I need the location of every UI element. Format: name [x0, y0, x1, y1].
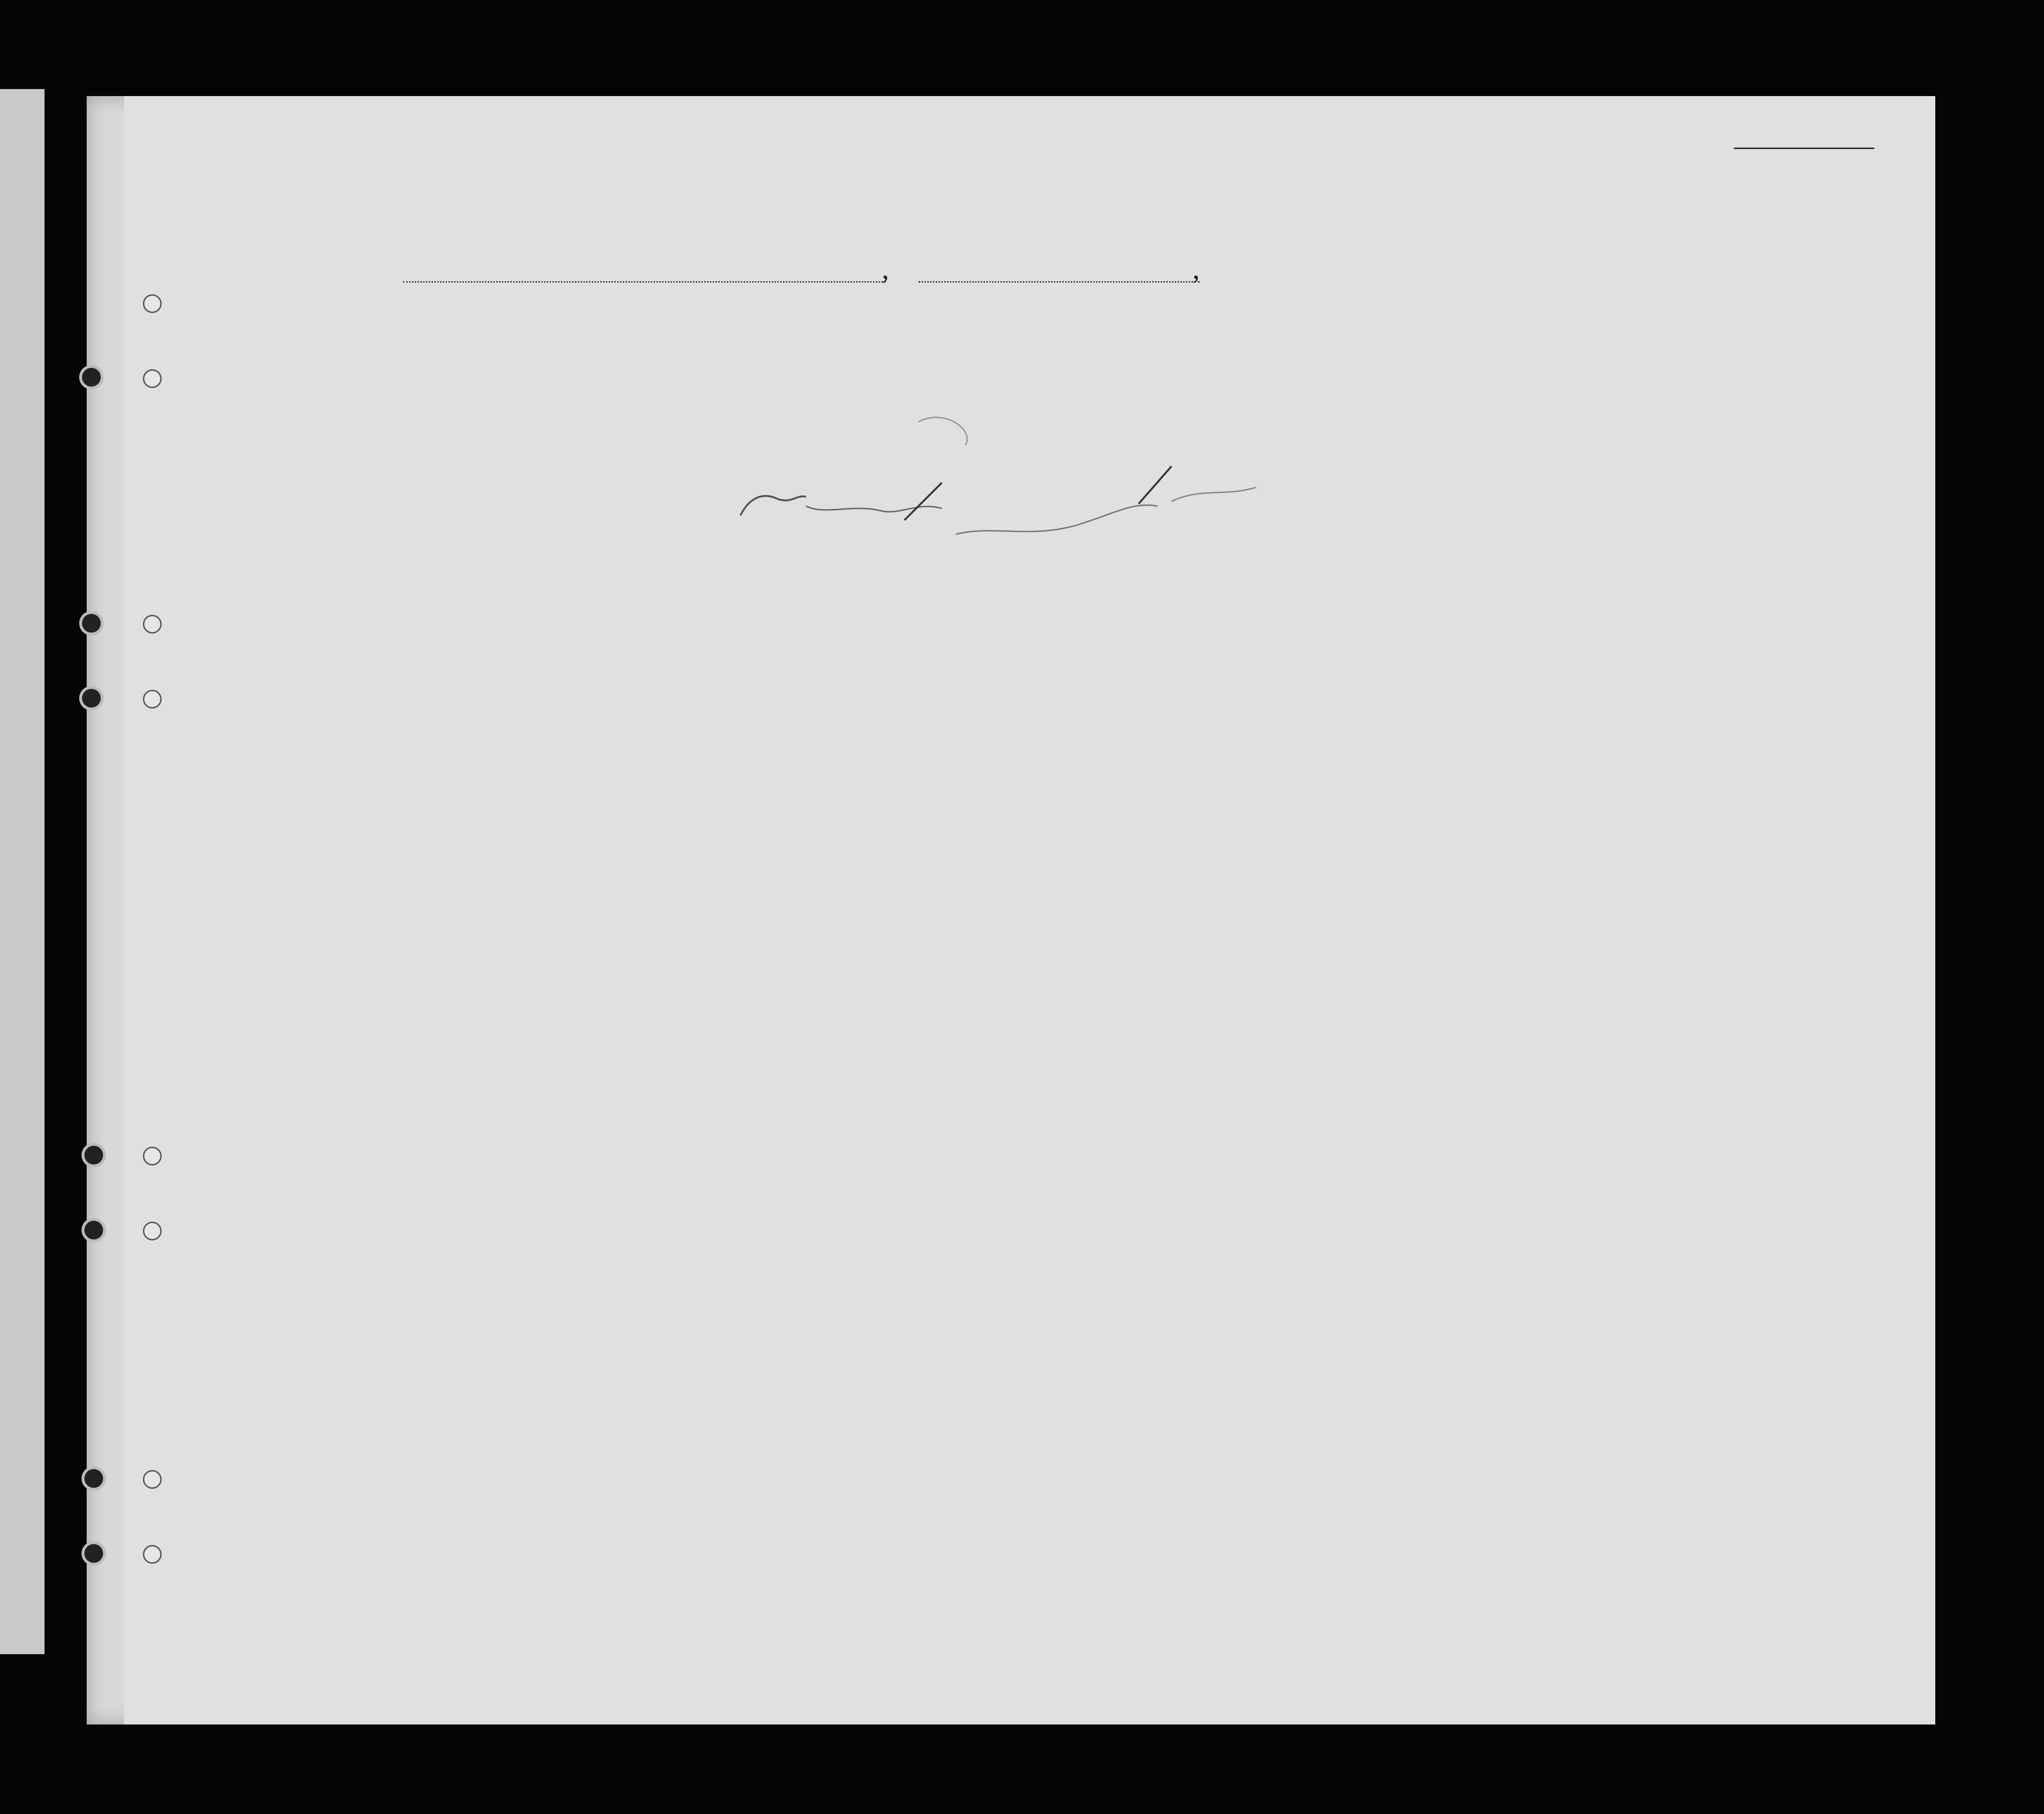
comma-separator: ,	[1193, 254, 1200, 284]
comma-separator: ,	[882, 254, 889, 284]
punch-hole	[143, 615, 162, 634]
header-overthrow	[1375, 349, 1413, 462]
punch-hole	[84, 1469, 103, 1488]
punch-hole	[143, 1147, 162, 1165]
punch-hole	[143, 369, 162, 388]
punch-hole	[143, 1545, 162, 1564]
punch-hole	[84, 1221, 103, 1239]
punch-hole	[82, 614, 101, 633]
header-prison	[1292, 349, 1316, 462]
punch-hole	[143, 690, 162, 709]
punch-hole	[143, 1470, 162, 1489]
punch-hole	[143, 1222, 162, 1240]
header-purpose-length	[1214, 349, 1232, 462]
list-underline	[1734, 148, 1874, 149]
header-labor-offer	[1427, 349, 1464, 462]
header-purpose-citizen	[1261, 349, 1279, 462]
punch-hole	[143, 294, 162, 313]
punch-hole	[84, 1544, 103, 1563]
punch-hole	[82, 689, 101, 708]
punch-hole	[82, 368, 101, 387]
port-dotted-line	[403, 281, 886, 283]
header-purpose-return	[1153, 349, 1181, 462]
punch-hole	[84, 1146, 103, 1165]
header-deported	[1469, 349, 1488, 462]
date-dotted-line	[918, 281, 1200, 283]
